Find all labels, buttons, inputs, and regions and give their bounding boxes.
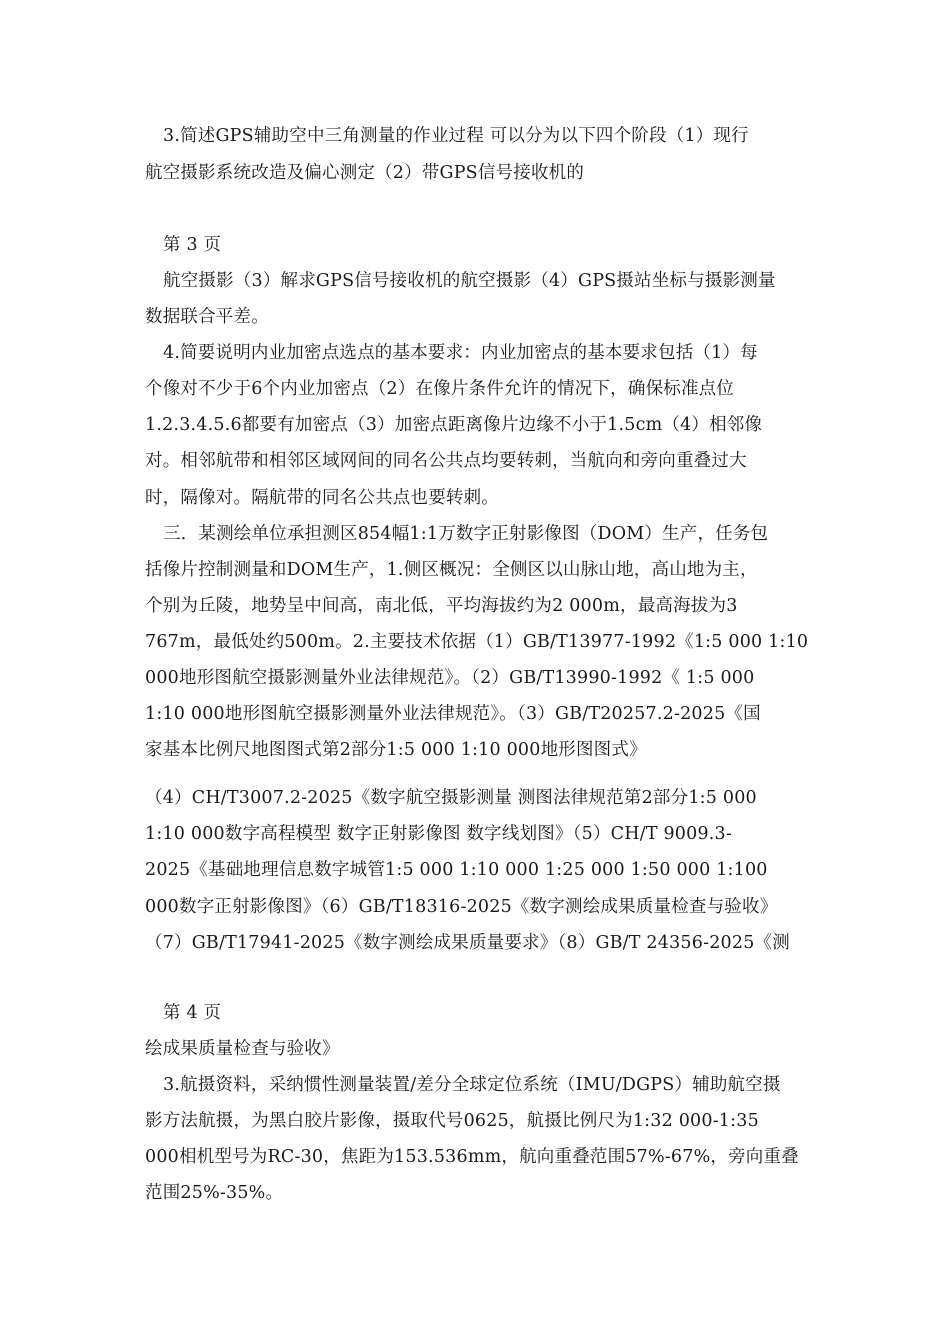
page-number: 第 4 页 xyxy=(163,1003,222,1023)
paragraph-line: 括像片控制测量和DOM生产，1.侧区概况：全侧区以山脉山地，高山地为主， xyxy=(145,560,758,580)
paragraph-line: 4.简要说明内业加密点选点的基本要求：内业加密点的基本要求包括（1）每 xyxy=(163,343,758,363)
page-number: 第 3 页 xyxy=(163,235,222,255)
paragraph-line: 3.简述GPS辅助空中三角测量的作业过程 可以分为以下四个阶段（1）现行 xyxy=(163,126,749,146)
paragraph-line: 时，隔像对。隔航带的同名公共点也要转刺。 xyxy=(145,488,499,508)
paragraph-line: 绘成果质量检查与验收》 xyxy=(145,1039,340,1059)
paragraph-line: 个别为丘陵，地势呈中间高，南北低，平均海拔约为2 000m，最高海拔为3 xyxy=(145,596,738,616)
paragraph-line: 范围25%-35%。 xyxy=(145,1183,284,1203)
paragraph-line: 航空摄影（3）解求GPS信号接收机的航空摄影（4）GPS摄站坐标与摄影测量 xyxy=(163,271,776,291)
paragraph-line: 1:10 000地形图航空摄影测量外业法律规范》。（3）GB/T20257.2-2025《国 xyxy=(145,704,761,724)
paragraph-line: 2025《基础地理信息数字城管1:5 000 1:10 000 1:25 000 1:50 000 1:100 xyxy=(145,860,768,880)
paragraph-line: 三．某测绘单位承担测区854幅1:1万数字正射影像图（DOM）生产，任务包 xyxy=(163,524,769,544)
paragraph-line: 数据联合平差。 xyxy=(145,307,269,327)
paragraph-line: 航空摄影系统改造及偏心测定（2）带GPS信号接收机的 xyxy=(145,163,585,183)
paragraph-line: 1.2.3.4.5.6都要有加密点（3）加密点距离像片边缘不小于1.5cm（4）相邻像 xyxy=(145,415,763,435)
paragraph-line: 对。相邻航带和相邻区域网间的同名公共点均要转刺，当航向和旁向重叠过大 xyxy=(145,451,747,471)
paragraph-line: 000地形图航空摄影测量外业法律规范》。（2）GB/T13990-1992《 1:5 000 xyxy=(145,668,755,688)
paragraph-line: 000相机型号为RC-30，焦距为153.536mm，航向重叠范围57%-67%，旁向重叠 xyxy=(145,1147,799,1167)
paragraph-line: （4）CH/T3007.2-2025《数字航空摄影测量 测图法律规范第2部分1:5 000 xyxy=(145,788,757,808)
paragraph-line: 1:10 000数字高程模型 数字正射影像图 数字线划图》（5）CH/T 9009.3- xyxy=(145,824,732,844)
paragraph-line: 3.航摄资料，采纳惯性测量装置/差分全球定位系统（IMU/DGPS）辅助航空摄 xyxy=(163,1075,781,1095)
paragraph-line: 影方法航摄，为黑白胶片影像，摄取代号0625，航摄比例尺为1:32 000-1:35 xyxy=(145,1111,759,1131)
paragraph-line: 767m，最低处约500m。2.主要技术依据（1）GB/T13977-1992《1:5 000 1:10 xyxy=(145,632,809,652)
paragraph-line: 家基本比例尺地图图式第2部分1:5 000 1:10 000地形图图式》 xyxy=(145,740,647,760)
paragraph-line: 000数字正射影像图》（6）GB/T18316-2025《数字测绘成果质量检查与验收》 xyxy=(145,897,778,917)
paragraph-line: （7）GB/T17941-2025《数字测绘成果质量要求》（8）GB/T 24356-2025《测 xyxy=(145,933,790,953)
paragraph-line: 个像对不少于6个内业加密点（2）在像片条件允许的情况下，确保标准点位 xyxy=(145,379,735,399)
